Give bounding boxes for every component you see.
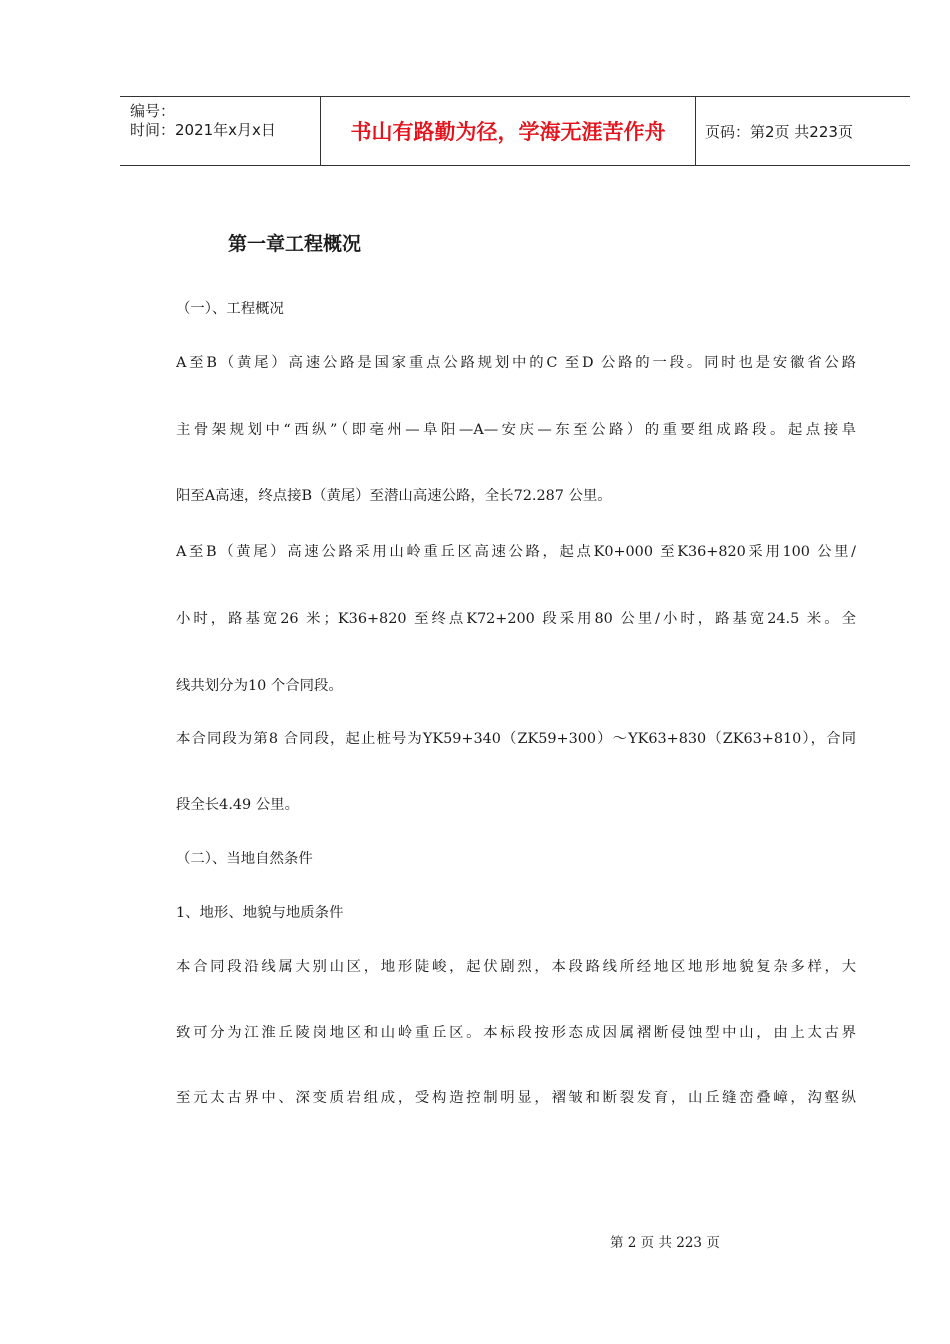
header-page-number: 页码：第2页 共223页 bbox=[705, 122, 853, 141]
section-heading: （一）、工程概况 bbox=[176, 301, 284, 317]
header-page-cell bbox=[695, 97, 910, 165]
paragraph-line: 小时，路基宽26 米；K36+820 至终点K72+200 段采用80 公里/小时，路基宽24.5 米。全 bbox=[176, 611, 856, 627]
chapter-title: 第一章工程概况 bbox=[228, 233, 362, 255]
doc-number-label: 编号： bbox=[130, 102, 176, 120]
header-motto-cell bbox=[320, 97, 696, 165]
page-footer: 第 2 页 共 223 页 bbox=[610, 1235, 720, 1251]
paragraph-line: 致可分为江淮丘陵岗地区和山岭重丘区。本标段按形态成因属褶断侵蚀型中山，由上太古界 bbox=[176, 1025, 856, 1041]
paragraph-line: A至B（黄尾）高速公路采用山岭重丘区高速公路，起点K0+000 至K36+820采用100 公里/ bbox=[176, 544, 856, 560]
paragraph-line: 阳至A高速，终点接B（黄尾）至潜山高速公路，全长72.287 公里。 bbox=[176, 488, 612, 504]
subsection-heading: 1、地形、地貌与地质条件 bbox=[176, 905, 344, 921]
section-heading: （二）、当地自然条件 bbox=[176, 851, 313, 867]
page-header bbox=[120, 96, 910, 166]
header-info-cell bbox=[120, 97, 320, 165]
paragraph-line: 本合同段为第8 合同段，起止桩号为YK59+340（ZK59+300）～YK63+830（ZK63+810），合同 bbox=[176, 731, 856, 747]
header-motto: 书山有路勤为径，学海无涯苦作舟 bbox=[350, 120, 666, 144]
paragraph-line: A至B（黄尾）高速公路是国家重点公路规划中的C 至D 公路的一段。同时也是安徽省公路 bbox=[176, 355, 856, 371]
paragraph-line: 主骨架规划中“西纵”（即亳州—阜阳—A—安庆—东至公路）的重要组成路段。起点接阜 bbox=[176, 422, 856, 438]
paragraph-line: 段全长4.49 公里。 bbox=[176, 797, 299, 813]
paragraph-line: 至元太古界中、深变质岩组成，受构造控制明显，褶皱和断裂发育，山丘缝峦叠嶂，沟壑纵 bbox=[176, 1090, 856, 1106]
paragraph-line: 线共划分为10 个合同段。 bbox=[176, 678, 343, 694]
paragraph-line: 本合同段沿线属大别山区，地形陡峻，起伏剧烈，本段路线所经地区地形地貌复杂多样，大 bbox=[176, 959, 856, 975]
doc-time-label: 时间：2021年x月x日 bbox=[130, 121, 276, 139]
